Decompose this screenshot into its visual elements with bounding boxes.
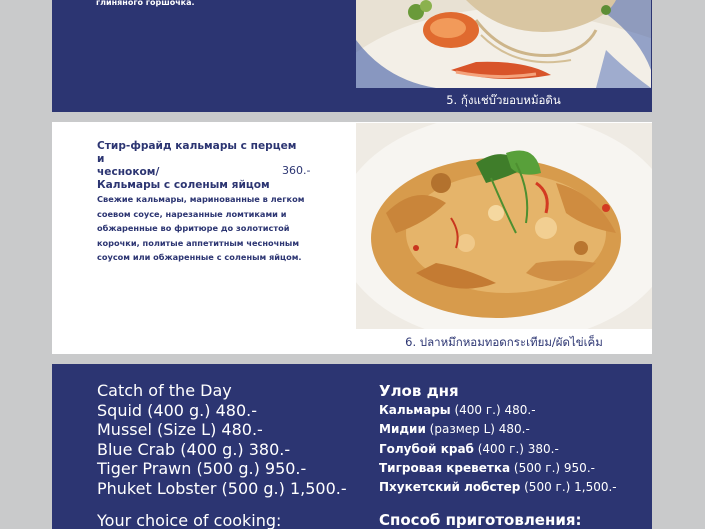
catch-item-ru-name: Голубой краб (379, 441, 474, 456)
item-5-description-tail: глиняного горшочка. (96, 0, 195, 7)
catch-title-ru: Улов дня (379, 382, 459, 400)
shrimp-glass-noodle-photo (356, 0, 651, 88)
cooking-choice-en: Your choice of cooking: (97, 511, 282, 529)
item-5-thai-caption: 5. กุ้งแช่บ๊วยอบหม้อดิน (446, 93, 561, 107)
catch-item-ru (379, 401, 617, 420)
catch-item-en: Mussel (Size L) 480.- (97, 420, 263, 439)
menu-item-5-panel (52, 0, 652, 112)
item-6-description: Свежие кальмары, маринованные в легком соевом соусе, нарезанные ломтиками и обжаренные во фритюре до золотистой корочки, политые аппетитным чесночным соусом или обжаренные с соленым яйцом. (97, 194, 305, 262)
russian-column (379, 381, 617, 497)
catch-item-ru-name: Кальмары (379, 403, 451, 417)
catch-item-ru (379, 440, 617, 459)
catch-title-en: Catch of the Day (97, 381, 232, 400)
english-column (97, 381, 347, 498)
catch-item-ru-detail: (400 г.) 380.- (473, 441, 559, 456)
catch-item-en: Phuket Lobster (500 g.) 1,500.- (97, 478, 347, 498)
catch-item-en: Squid (400 g.) 480.- (97, 400, 257, 420)
catch-item-ru-detail: (400 г.) 480.- (450, 403, 536, 417)
catch-item-ru-name: Мидии (379, 422, 426, 437)
item-6-title-line: Кальмары с соленым яйцом (97, 179, 270, 191)
catch-item-ru (379, 459, 617, 478)
item-6-price: 360.- (282, 164, 311, 177)
catch-item-ru (379, 420, 617, 439)
catch-item-en: Tiger Prawn (500 g.) 950.- (97, 459, 307, 478)
catch-item-ru-name: Пхукетский лобстер (379, 480, 521, 495)
fried-squid-photo (356, 123, 652, 329)
item-6-title-line: Стир-фрайд кальмары с перцем и (97, 140, 297, 165)
catch-item-ru-name: Тигровая креветка (379, 460, 511, 475)
item-6-title-line: чесноком/ (97, 166, 160, 178)
catch-item-ru-detail: (размер L) 480.- (425, 422, 530, 437)
cooking-choice-ru: Способ приготовления: (379, 511, 582, 529)
catch-of-the-day-panel (52, 364, 652, 529)
catch-item-ru-detail: (500 г.) 1,500.- (520, 480, 617, 495)
catch-item-en: Blue Crab (400 g.) 380.- (97, 439, 291, 459)
item-6-thai-caption: 6. ปลาหมึกหอมทอดกระเทียม/ผัดไข่เค็ม (405, 335, 603, 349)
catch-item-ru (379, 478, 617, 497)
catch-item-ru-detail: (500 г.) 950.- (510, 460, 595, 475)
menu-item-6-panel (52, 122, 652, 354)
item-6-title (97, 140, 307, 192)
